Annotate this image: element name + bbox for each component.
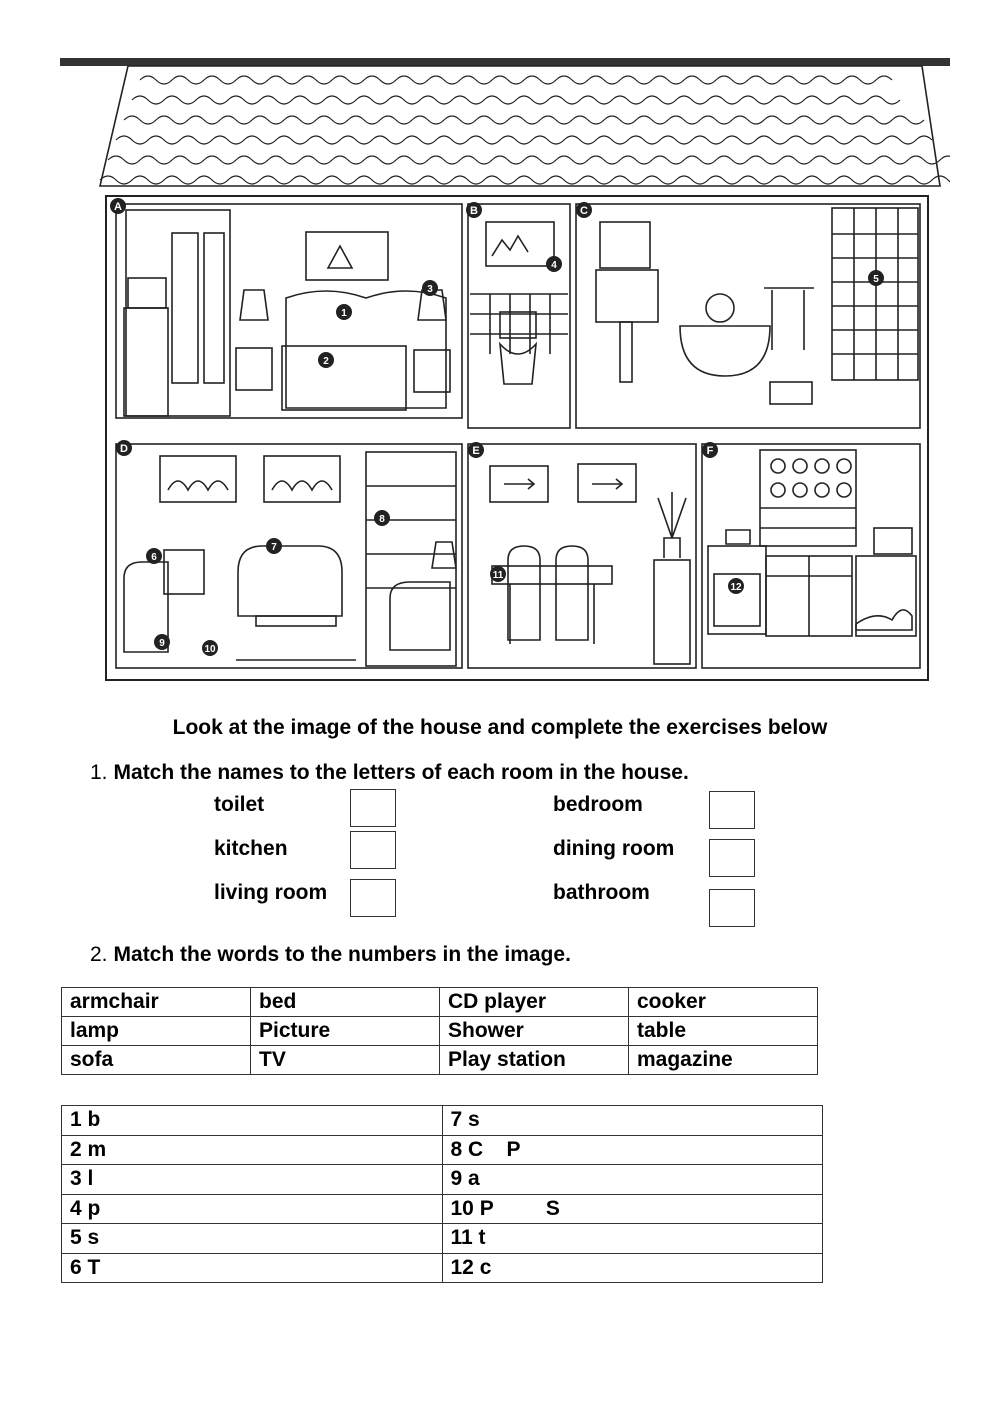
answer-cell[interactable]: 4 p	[62, 1194, 443, 1224]
item-number-1: 1	[341, 308, 347, 319]
word-bank-cell: Shower	[440, 1017, 629, 1046]
answer-box-bedroom[interactable]	[709, 791, 755, 829]
item-11-marker	[490, 566, 506, 582]
word-bank-cell: magazine	[629, 1046, 818, 1075]
answer-box-toilet[interactable]	[350, 789, 396, 827]
answer-cell[interactable]: 11 t	[442, 1224, 823, 1254]
word-bank-row	[62, 1017, 818, 1046]
item-number-6: 6	[151, 552, 157, 563]
answer-row	[62, 1253, 823, 1283]
answer-cell[interactable]: 8 C P	[442, 1135, 823, 1165]
answer-cell[interactable]: 5 s	[62, 1224, 443, 1254]
answer-box-kitchen[interactable]	[350, 831, 396, 869]
answer-row	[62, 1106, 823, 1136]
answer-cell[interactable]: 7 s	[442, 1106, 823, 1136]
item-number-8: 8	[379, 514, 385, 525]
answer-cell[interactable]: 12 c	[442, 1253, 823, 1283]
question-1-number: 1.	[90, 761, 108, 784]
item-1-marker	[336, 304, 352, 320]
word-bank-table	[61, 987, 818, 1075]
word-bank-row	[62, 988, 818, 1017]
item-6-marker	[146, 548, 162, 564]
item-10-marker	[202, 640, 218, 656]
item-2-marker	[318, 352, 334, 368]
room-letter-d: D	[120, 443, 128, 455]
word-bank-row	[62, 1046, 818, 1075]
answer-row	[62, 1194, 823, 1224]
item-number-2: 2	[323, 356, 329, 367]
room-name-bedroom: bedroom	[553, 793, 643, 816]
room-letter-f: F	[706, 445, 714, 457]
room-letter-e-marker	[468, 442, 484, 458]
word-bank-cell: Play station	[440, 1046, 629, 1075]
room-name-bathroom: bathroom	[553, 881, 650, 904]
answer-cell[interactable]: 2 m	[62, 1135, 443, 1165]
answer-cell[interactable]: 6 T	[62, 1253, 443, 1283]
room-letter-c: C	[580, 205, 588, 217]
item-number-10: 10	[204, 644, 216, 655]
answer-row	[62, 1135, 823, 1165]
room-letter-b: B	[470, 205, 478, 217]
answer-cell[interactable]: 10 P S	[442, 1194, 823, 1224]
answer-cell[interactable]: 9 a	[442, 1165, 823, 1195]
item-8-marker	[374, 510, 390, 526]
room-letter-a: A	[114, 201, 122, 213]
item-5-marker	[868, 270, 884, 286]
question-1	[90, 761, 689, 785]
word-bank-cell: CD player	[440, 988, 629, 1017]
item-number-5: 5	[873, 274, 879, 285]
item-number-7: 7	[271, 542, 277, 553]
answer-box-bathroom[interactable]	[709, 889, 755, 927]
question-2	[90, 943, 571, 967]
item-12-marker	[728, 578, 744, 594]
item-7-marker	[266, 538, 282, 554]
question-2-text: Match the words to the numbers in the image.	[113, 943, 571, 966]
word-bank-cell: Picture	[251, 1017, 440, 1046]
item-number-11: 11	[492, 570, 504, 581]
room-letter-f-marker	[702, 442, 718, 458]
room-name-toilet: toilet	[214, 793, 265, 816]
word-bank-cell: armchair	[62, 988, 251, 1017]
roof-top-bar	[60, 58, 950, 66]
house-illustration	[60, 58, 950, 688]
item-number-4: 4	[551, 260, 557, 271]
answer-table	[61, 1105, 823, 1283]
room-letter-a-marker	[110, 198, 126, 214]
answer-row	[62, 1165, 823, 1195]
word-bank-cell: table	[629, 1017, 818, 1046]
room-letter-d-marker	[116, 440, 132, 456]
word-bank-cell: bed	[251, 988, 440, 1017]
item-number-3: 3	[427, 284, 433, 295]
item-number-12: 12	[730, 582, 742, 593]
answer-box-living-room[interactable]	[350, 879, 396, 917]
answer-cell[interactable]: 1 b	[62, 1106, 443, 1136]
word-bank-cell: cooker	[629, 988, 818, 1017]
instruction-text: Look at the image of the house and complete the exercises below	[172, 716, 828, 739]
question-2-number: 2.	[90, 943, 108, 966]
room-name-kitchen: kitchen	[214, 837, 288, 860]
room-name-living-room: living room	[214, 881, 328, 904]
word-bank-cell: TV	[251, 1046, 440, 1075]
answer-row	[62, 1224, 823, 1254]
item-4-marker	[546, 256, 562, 272]
room-letter-c-marker	[576, 202, 592, 218]
answer-box-dining-room[interactable]	[709, 839, 755, 877]
answer-cell[interactable]: 3 l	[62, 1165, 443, 1195]
item-9-marker	[154, 634, 170, 650]
room-letter-e: E	[472, 445, 480, 457]
room-letter-b-marker	[466, 202, 482, 218]
word-bank-cell: sofa	[62, 1046, 251, 1075]
item-3-marker	[422, 280, 438, 296]
room-name-dining-room: dining room	[553, 837, 675, 860]
item-number-9: 9	[159, 638, 165, 649]
question-1-text: Match the names to the letters of each room in the house.	[113, 761, 689, 784]
word-bank-cell: lamp	[62, 1017, 251, 1046]
